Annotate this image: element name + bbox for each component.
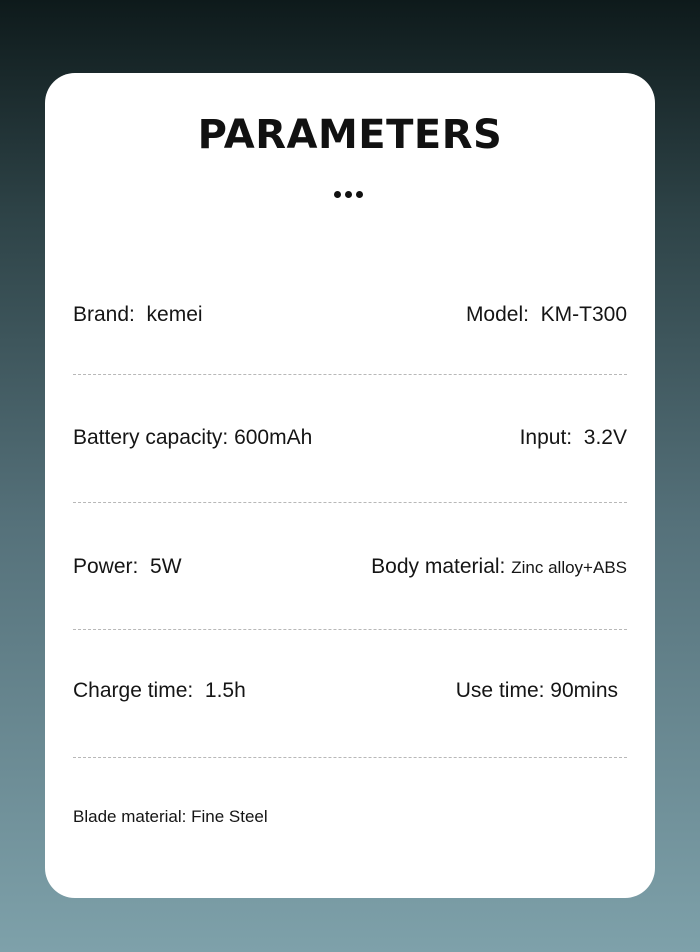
param-body-material (371, 555, 627, 579)
param-battery (73, 426, 312, 450)
param-use-time (456, 679, 618, 703)
dots-decoration (334, 191, 363, 198)
param-value: Zinc alloy+ABS (511, 558, 627, 577)
param-value: 90mins (550, 679, 618, 702)
param-row (73, 426, 627, 456)
param-row (73, 807, 627, 837)
param-power (73, 555, 182, 579)
param-label: Blade material: (73, 807, 187, 826)
param-charge-time (73, 679, 246, 703)
param-value: kemei (146, 303, 203, 326)
param-label: Battery capacity: (73, 426, 229, 449)
param-model (466, 303, 627, 327)
param-label: Brand: (73, 303, 135, 326)
divider (73, 757, 627, 758)
param-input (520, 426, 627, 450)
divider (73, 374, 627, 375)
param-value: 3.2V (583, 426, 627, 449)
param-row (73, 679, 627, 709)
param-label: Body material: (371, 555, 506, 578)
param-value: 600mAh (234, 426, 313, 449)
param-value: 5W (150, 555, 182, 578)
param-row (73, 303, 627, 333)
param-value: Fine Steel (191, 807, 268, 826)
dot (356, 191, 363, 198)
dot (345, 191, 352, 198)
param-label: Model: (465, 303, 529, 326)
param-label: Input: (519, 426, 573, 449)
param-label: Charge time: (73, 679, 194, 702)
param-label: Use time: (455, 679, 545, 702)
divider (73, 502, 627, 503)
param-value: 1.5h (204, 679, 246, 702)
param-label: Power: (73, 555, 139, 578)
page-title: PARAMETERS (197, 112, 503, 158)
param-row (73, 555, 627, 585)
divider (73, 629, 627, 630)
param-value: KM-T300 (540, 303, 627, 326)
param-brand (73, 303, 203, 327)
param-blade-material (73, 807, 268, 827)
dot (334, 191, 341, 198)
